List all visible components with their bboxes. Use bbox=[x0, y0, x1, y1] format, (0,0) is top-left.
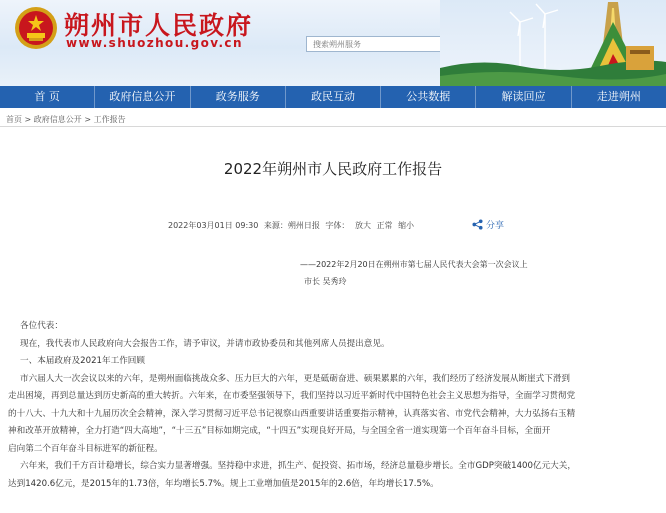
paragraph: 启向第二个百年奋斗目标进军的新征程。 bbox=[8, 443, 163, 454]
share-button[interactable] bbox=[472, 218, 504, 231]
breadcrumb[interactable]: 首页 > 政府信息公开 > 工作报告 bbox=[6, 115, 126, 124]
nav-item-interpretation[interactable]: 解读回应 bbox=[476, 86, 571, 108]
nav-item-government-services[interactable]: 政务服务 bbox=[191, 86, 286, 108]
article-source: 来源：朔州日报 bbox=[263, 221, 320, 230]
national-emblem-icon bbox=[14, 6, 58, 50]
font-large-button[interactable]: 放大 bbox=[354, 221, 371, 230]
report-occasion: ——2022年2月20日在朔州市第七届人民代表大会第一次会议上 bbox=[300, 260, 528, 269]
share-label: 分享 bbox=[486, 221, 505, 231]
nav-item-info-disclosure[interactable]: 政府信息公开 bbox=[95, 86, 190, 108]
nav-item-public-data[interactable]: 公共数据 bbox=[381, 86, 476, 108]
nav-item-interaction[interactable]: 政民互动 bbox=[286, 86, 381, 108]
nav-item-home[interactable]: 首 页 bbox=[0, 86, 95, 108]
search-input[interactable] bbox=[306, 36, 456, 52]
paragraph: 各位代表： bbox=[20, 321, 63, 331]
paragraph: 现在，我代表市人民政府向大会报告工作，请予审议，并请市政协委员和其他列席人员提出意见。 bbox=[20, 338, 390, 349]
header-scenery-image bbox=[440, 0, 666, 86]
font-size-label: 字体： bbox=[325, 221, 350, 230]
paragraph: 神和改革开放精神，全力打造“四大高地”，“十三五”目标如期完成，“十四五”实现良好开局，与全国全省一道实现第一个百年奋斗目标，全面开 bbox=[8, 426, 551, 436]
article-body bbox=[8, 318, 664, 493]
share-icon bbox=[472, 219, 483, 230]
site-title[interactable]: 朔州市人民政府 bbox=[64, 11, 254, 40]
divider bbox=[0, 126, 666, 127]
publish-date: 2022年03月01日 09:30 bbox=[168, 221, 259, 230]
paragraph: 的十八大、十九大和十九届历次全会精神，深入学习贯彻习近平总书记视察山西重要讲话重要指示精神，认真落实省、市党代会精神，大力弘扬右玉精 bbox=[8, 408, 576, 419]
paragraph: 达到1420.6亿元，是2015年的1.73倍，年均增长5.7%。规上工业增加值是2015年的2.6倍，年均增长17.5%。 bbox=[8, 478, 439, 489]
paragraph: 市六届人大一次会议以来的六年，是朔州面临挑战众多、压力巨大的六年，更是砥砺奋进、硕果累累的六年，我们经历了经济发展从断崖式下滑到 bbox=[20, 373, 571, 384]
site-header bbox=[0, 0, 666, 86]
paragraph: 走出困境，再到总量达到历史新高的重大转折。六年来，在市委坚强领导下，我们坚持以习近平新时代中国特色社会主义思想为指导，全面学习贯彻党 bbox=[8, 391, 576, 401]
report-author: 市长 吴秀玲 bbox=[304, 277, 347, 286]
article-meta bbox=[168, 220, 417, 231]
font-normal-button[interactable]: 正常 bbox=[376, 221, 393, 230]
article-title: 2022年朔州市人民政府工作报告 bbox=[223, 160, 443, 178]
section-heading: 一、本届政府及2021年工作回顾 bbox=[20, 356, 145, 366]
paragraph: 六年来，我们千方百计稳增长，综合实力显著增强。坚持稳中求进，抓生产、促投资、拓市场，经济总量稳步增长。全市GDP突破1400亿元大关， bbox=[20, 461, 576, 471]
font-small-button[interactable]: 缩小 bbox=[398, 221, 415, 230]
nav-item-about-shuozhou[interactable]: 走进朔州 bbox=[596, 90, 641, 103]
main-nav bbox=[0, 86, 666, 108]
site-domain: www.shuozhou.gov.cn bbox=[66, 36, 243, 50]
